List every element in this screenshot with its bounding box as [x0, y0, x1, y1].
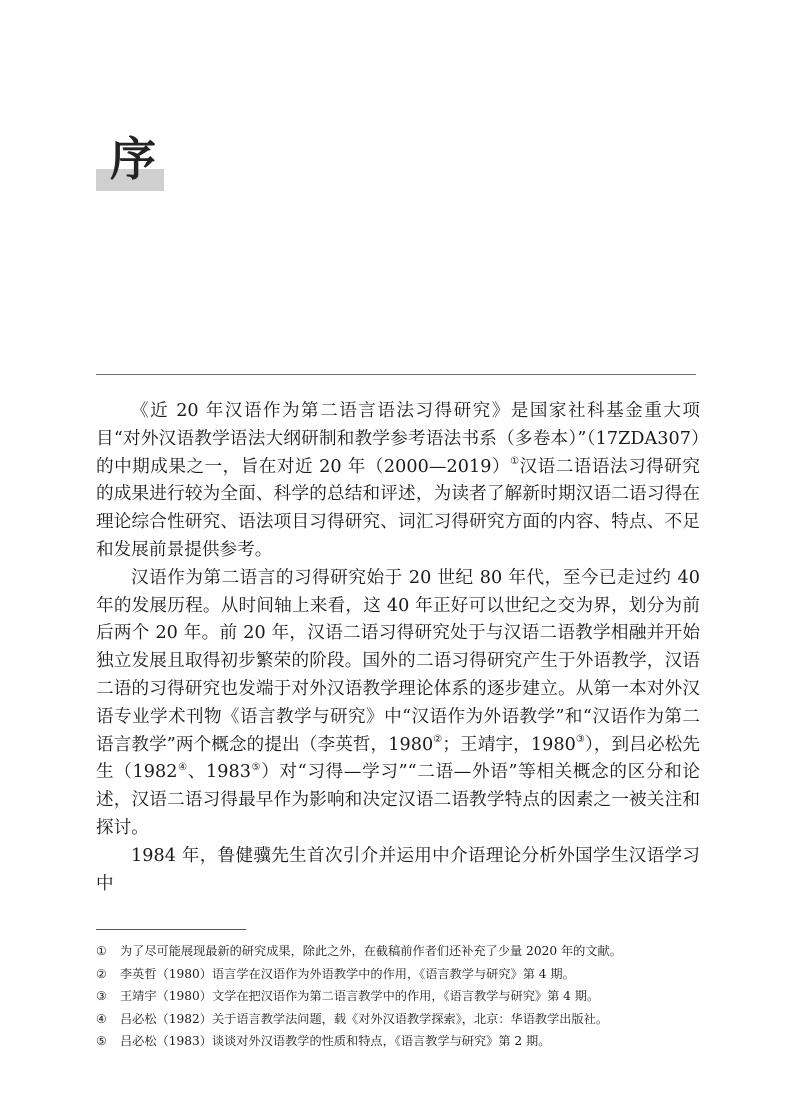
footnote-text: 王靖宇（1980）文学在把汉语作为第二语言教学中的作用，《语言教学与研究》第 4 期。 [120, 989, 600, 1003]
footnote-divider [96, 929, 246, 930]
title-divider [96, 374, 696, 375]
paragraph-1 [96, 398, 700, 565]
paragraph-1-part-2: 汉语二语语法习得研究的成果进行较为全面、科学的总结和评述，为读者了解新时期汉语二语习得在理论综合性研究、语法项目习得研究、词汇习得研究方面的内容、特点、不足和发展前景提供参考。 [96, 456, 700, 560]
paragraph-2-part-5: ）对“习得—学习”“二语—外语”等相关概念的区分和论述，汉语二语习得最早作为影响和决定汉语二语教学特点的因素之一被关注和探讨。 [96, 762, 701, 838]
footnote-mark: ② [96, 966, 107, 981]
paragraph-2-part-1: 汉语作为第二语言的习得研究始于 20 世纪 80 年代，至今已走过约 40 年的发展历程。从时间轴上来看，这 40 年正好可以世纪之交为界，划分为前后两个 20 年。前 20 年，汉语二语习得研究处于与汉语二语教学相融并开始独立发展且取得初步繁荣的阶段。国外的二语习得研究产生于外语教学，汉语二语的习得研究也发端于对外汉语教学理论体系的逐步建立。从第一本对外汉语专业学术刊物《语言教学与研究》中“汉语作为外语教学”和“汉语作为第二语言教学”两个概念的提出（李英哲，1980 [96, 567, 700, 755]
footnote-5 [96, 1030, 706, 1053]
paragraph-2 [96, 565, 700, 843]
paragraph-1-part-1: 《近 20 年汉语作为第二语言语法习得研究》是国家社科基金重大项目“对外汉语教学语法大纲研制和教学参考语法书系（多卷本）”（17ZDA307）的中期成果之一，旨在对近 20 年（2000—2019） [96, 401, 700, 477]
footnote-text: 李英哲（1980）语言学在汉语作为外语教学中的作用，《语言教学与研究》第 4 期。 [120, 966, 575, 981]
paragraph-2-part-4: 、1983 [187, 762, 251, 783]
footnote-ref-1[interactable]: ① [510, 455, 520, 467]
footnote-ref-3[interactable]: ③ [575, 733, 585, 745]
footnote-ref-4[interactable]: ④ [177, 761, 188, 773]
footnote-ref-2[interactable]: ② [433, 733, 443, 745]
footnote-mark: ③ [96, 989, 107, 1003]
footnote-ref-5[interactable]: ⑤ [250, 761, 262, 773]
paragraph-3 [96, 843, 700, 899]
footnote-3 [96, 985, 706, 1008]
chapter-title-block [96, 133, 164, 191]
footnote-1 [96, 940, 706, 963]
footnote-mark: ④ [96, 1011, 107, 1026]
body-text [96, 398, 700, 898]
footnote-mark: ① [96, 944, 107, 958]
paragraph-3-text: 1984 年，鲁健骥先生首次引介并运用中介语理论分析外国学生汉语学习中 [96, 845, 700, 894]
footnote-mark: ⑤ [96, 1034, 107, 1048]
footnote-text: 吕必松（1982）关于语言教学法问题，载《对外汉语教学探索》，北京：华语教学出版社。 [120, 1011, 609, 1026]
chapter-title: 序 [110, 132, 156, 186]
footnote-text: 为了尽可能展现最新的研究成果，除此之外，在截稿前作者们还补充了少量 2020 年的文献。 [120, 944, 622, 958]
footnotes [96, 940, 706, 1053]
footnote-text: 吕必松（1983）谈谈对外汉语教学的性质和特点，《语言教学与研究》第 2 期。 [120, 1034, 551, 1048]
footnote-4 [96, 1008, 706, 1031]
paragraph-2-part-2: ；王靖宇，1980 [442, 734, 576, 755]
footnote-2 [96, 963, 706, 986]
paragraph-2-part-3: ），到吕必松先生（1982 [96, 734, 700, 783]
